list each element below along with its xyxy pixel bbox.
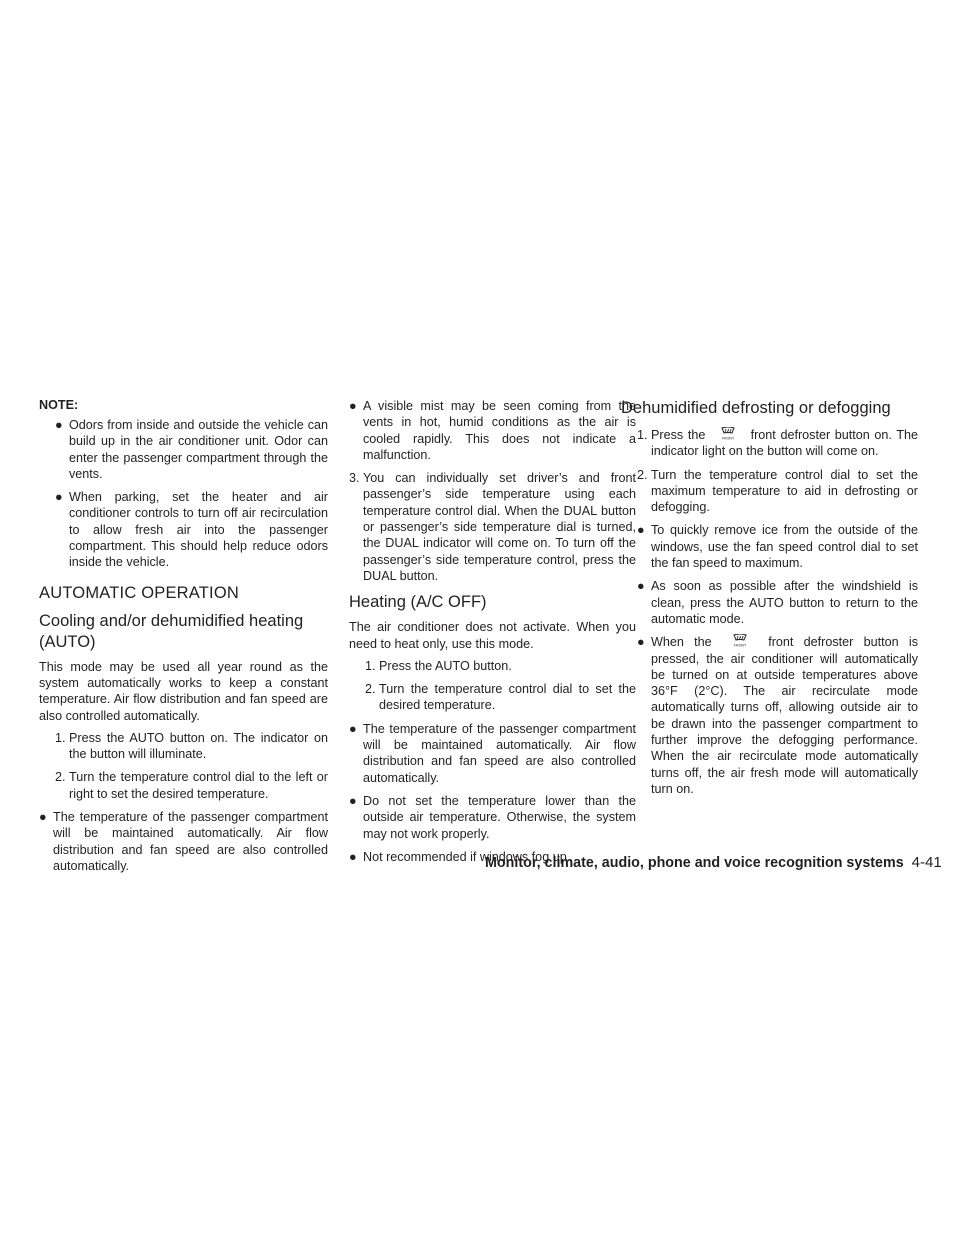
- list-item: 2. Turn the temperature control dial to set the desired temperature.: [365, 682, 636, 713]
- page-number: 4-41: [911, 854, 942, 871]
- list-item: ● The temperature of the passenger compartment will be maintained automatically. Air flow distribution and fan speed are also controlled automatically.: [39, 810, 328, 873]
- bullet-marker: ●: [349, 849, 357, 864]
- list-item: ● When the FRONT front defroster button is pressed, the air conditioner will automatically be turned on at outside temperatures above 36°F (2°C). The air recirculate mode automatically turns off, allowing outside air to be drawn into the passenger compartment to further improve the defogging performance. When the air recirculate mode automatically turns off, the air fresh mode will automatically turn on.: [637, 635, 918, 796]
- list-item: ● Not recommended if windows fog up.: [349, 849, 571, 864]
- bullet-marker: ●: [349, 399, 357, 413]
- list-item: ● The temperature of the passenger compartment will be maintained automatically. Air flow distribution and fan speed are also controlled automatically.: [349, 721, 636, 785]
- bullet-marker: ●: [637, 579, 645, 594]
- page-footer: [485, 854, 942, 871]
- bullet-marker: ●: [55, 418, 63, 432]
- list-item: 2. Turn the temperature control dial to set the maximum temperature to aid in defrosting or defogging.: [637, 467, 918, 515]
- list-item: 1. Press the FRONT front defroster button on. The indicator light on the button will come on.: [637, 428, 919, 459]
- column-middle: [349, 398, 636, 872]
- list-item: ● Odors from inside and outside the vehicle can build up in the air conditioner unit. Odor can enter the passenger compartment through the vents.: [55, 418, 328, 481]
- subsection-heading: Cooling and/or dehumidified heating (AUTO): [39, 611, 304, 651]
- bullet-marker: ●: [39, 810, 47, 825]
- front-defroster-icon: [713, 427, 743, 441]
- subsection-heading: Dehumidified defrosting or defogging: [621, 399, 891, 417]
- subsection-heading: Heating (A/C OFF): [349, 593, 487, 612]
- front-defroster-icon: [725, 634, 755, 648]
- step-number: 3.: [349, 471, 360, 486]
- paragraph: This mode may be used all year round as the system automatically works to keep a constant temperature. Air flow distribution and fan speed are also controlled automatically.: [39, 659, 328, 723]
- list-item: 2. Turn the temperature control dial to the left or right to set the desired temperature.: [55, 770, 328, 801]
- list-item: 3. You can individually set driver’s and front passenger’s side temperature using each temperature control dial. When the DUAL button or passenger’s side temperature dial is turned, the DUAL indicator will come on. To turn off the passenger’s side temperature control, press the DUAL button.: [349, 471, 636, 583]
- bullet-marker: ●: [637, 635, 645, 650]
- column-left: [39, 398, 328, 881]
- step-number: 2.: [365, 682, 376, 697]
- step-number: 1.: [55, 730, 66, 745]
- list-item: 1. Press the AUTO button.: [365, 658, 512, 673]
- paragraph: The air conditioner does not activate. When you need to heat only, use this mode.: [349, 620, 636, 651]
- list-item: ● As soon as possible after the windshield is clean, press the AUTO button to return to the automatic mode.: [637, 579, 918, 626]
- icon-label: FRONT: [733, 643, 747, 648]
- chapter-title: Monitor, climate, audio, phone and voice recognition systems: [485, 855, 904, 871]
- step-number: 2.: [637, 467, 648, 482]
- list-item: 1. Press the AUTO button on. The indicator on the button will illuminate.: [55, 730, 328, 762]
- note-label: NOTE:: [39, 398, 79, 412]
- list-item: ● Do not set the temperature lower than the outside air temperature. Otherwise, the system may not work properly.: [349, 793, 636, 841]
- section-heading: AUTOMATIC OPERATION: [39, 583, 239, 602]
- column-right: [621, 398, 918, 804]
- step-number: 2.: [55, 770, 66, 785]
- step-number: 1.: [365, 658, 376, 673]
- bullet-marker: ●: [637, 523, 645, 538]
- list-item: ● When parking, set the heater and air conditioner controls to turn off air recirculation to allow fresh air into the passenger compartment. This should help reduce odors inside the vehicle.: [55, 490, 328, 570]
- bullet-marker: ●: [349, 721, 357, 736]
- list-item: ● A visible mist may be seen coming from the vents in hot, humid conditions as the air is cooled rapidly. This does not indicate a malfunction.: [349, 399, 636, 462]
- list-item: ● To quickly remove ice from the outside of the windows, use the fan speed control dial to set the fan speed to maximum.: [637, 523, 918, 571]
- bullet-marker: ●: [349, 793, 357, 808]
- bullet-marker: ●: [55, 490, 63, 505]
- icon-label: FRONT: [721, 436, 735, 441]
- step-number: 1.: [637, 428, 648, 442]
